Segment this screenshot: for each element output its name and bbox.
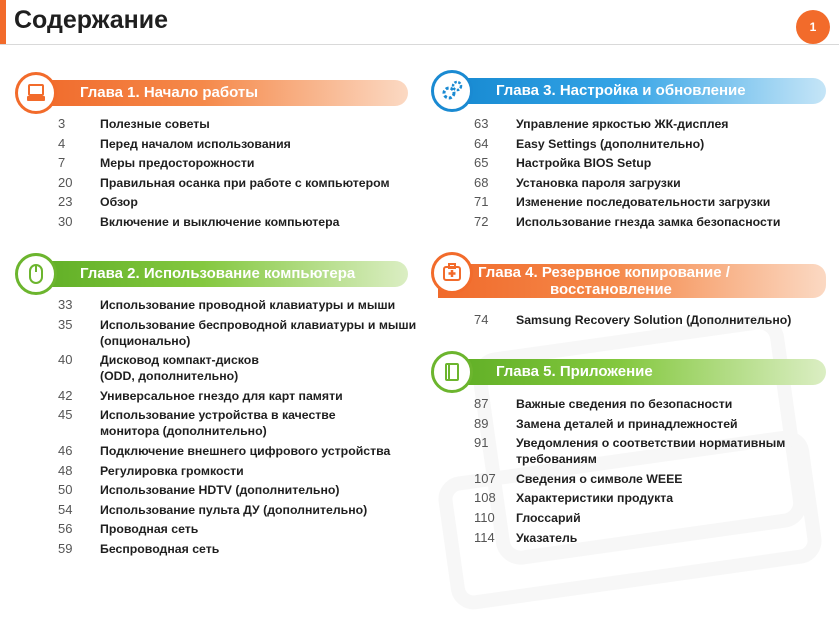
list-item[interactable]: 110 Глоссарий: [474, 509, 581, 525]
list-item[interactable]: 89 Замена деталей и принадлежностей: [474, 415, 738, 431]
list-item[interactable]: 114 Указатель: [474, 529, 578, 545]
mouse-icon: [15, 253, 57, 295]
list-item[interactable]: 56 Проводная сеть: [58, 521, 199, 537]
list-item[interactable]: 54 Использование пульта ДУ (дополнительно): [58, 501, 368, 517]
chapter-2-title[interactable]: Глава 2. Использование компьютера: [34, 261, 408, 287]
chapter-4-title-line1: Глава 4. Резервное копирование /: [478, 264, 730, 281]
list-item[interactable]: 87 Важные сведения по безопасности: [474, 396, 733, 411]
list-item[interactable]: 3 Полезные советы: [58, 116, 210, 131]
chapter-4-title[interactable]: [438, 264, 826, 298]
chapter-3-list: [474, 116, 834, 234]
list-item[interactable]: 7 Меры предосторожности: [58, 155, 255, 171]
chapter-5-list: [474, 396, 834, 549]
chapter-2-list: [58, 297, 418, 561]
list-item[interactable]: 48 Регулировка громкости: [58, 462, 244, 478]
list-item[interactable]: 40 Дисковод компакт-дисков (ODD, дополнительно): [58, 352, 259, 384]
list-item[interactable]: 33 Использование проводной клавиатуры и мыши: [58, 297, 396, 312]
list-item[interactable]: 71 Изменение последовательности загрузки: [474, 194, 771, 210]
list-item[interactable]: 4 Перед началом использования: [58, 135, 291, 151]
list-item[interactable]: 64 Easy Settings (дополнительно): [474, 135, 705, 151]
laptop-icon: [15, 72, 57, 114]
header-divider: [0, 44, 839, 45]
header-accent-bar: [0, 0, 6, 44]
list-item[interactable]: 74 Samsung Recovery Solution (Дополнительно): [474, 312, 792, 327]
list-item[interactable]: 20 Правильная осанка при работе с компьютером: [58, 174, 390, 190]
list-item[interactable]: 91 Уведомления о соответствии нормативным требованиям: [474, 435, 786, 467]
chapter-5-title[interactable]: Глава 5. Приложение: [450, 359, 826, 385]
list-item[interactable]: 63 Управление яркостью ЖК-дисплея: [474, 116, 729, 131]
chapter-4-title-line2: восстановление: [550, 281, 672, 298]
list-item[interactable]: 65 Настройка BIOS Setup: [474, 155, 652, 171]
list-item[interactable]: 42 Универсальное гнездо для карт памяти: [58, 387, 343, 403]
list-item[interactable]: 50 Использование HDTV (дополнительно): [58, 482, 340, 498]
page-number-badge: 1: [796, 10, 830, 44]
page-title: Содержание: [14, 6, 169, 34]
list-item[interactable]: 45 Использование устройства в качестве монитора (дополнительно): [58, 407, 336, 439]
list-item[interactable]: 30 Включение и выключение компьютера: [58, 213, 340, 229]
book-icon: [431, 351, 473, 393]
list-item[interactable]: 108 Характеристики продукта: [474, 490, 674, 506]
list-item[interactable]: 72 Использование гнезда замка безопасности: [474, 213, 781, 229]
first-aid-icon: [431, 252, 473, 294]
list-item[interactable]: 68 Установка пароля загрузки: [474, 174, 681, 190]
chapter-3-title[interactable]: Глава 3. Настройка и обновление: [450, 78, 826, 104]
chapter-4-list: [474, 312, 834, 332]
list-item[interactable]: 59 Беспроводная сеть: [58, 540, 220, 556]
list-item[interactable]: 35 Использование беспроводной клавиатуры и мыши (опционально): [58, 316, 417, 348]
chapter-1-title[interactable]: Глава 1. Начало работы: [34, 80, 408, 106]
gears-icon: [431, 70, 473, 112]
chapter-1-list: [58, 116, 418, 234]
list-item[interactable]: 46 Подключение внешнего цифрового устройства: [58, 442, 391, 458]
list-item[interactable]: 107 Сведения о символе WEEE: [474, 470, 683, 486]
list-item[interactable]: 23 Обзор: [58, 194, 138, 210]
